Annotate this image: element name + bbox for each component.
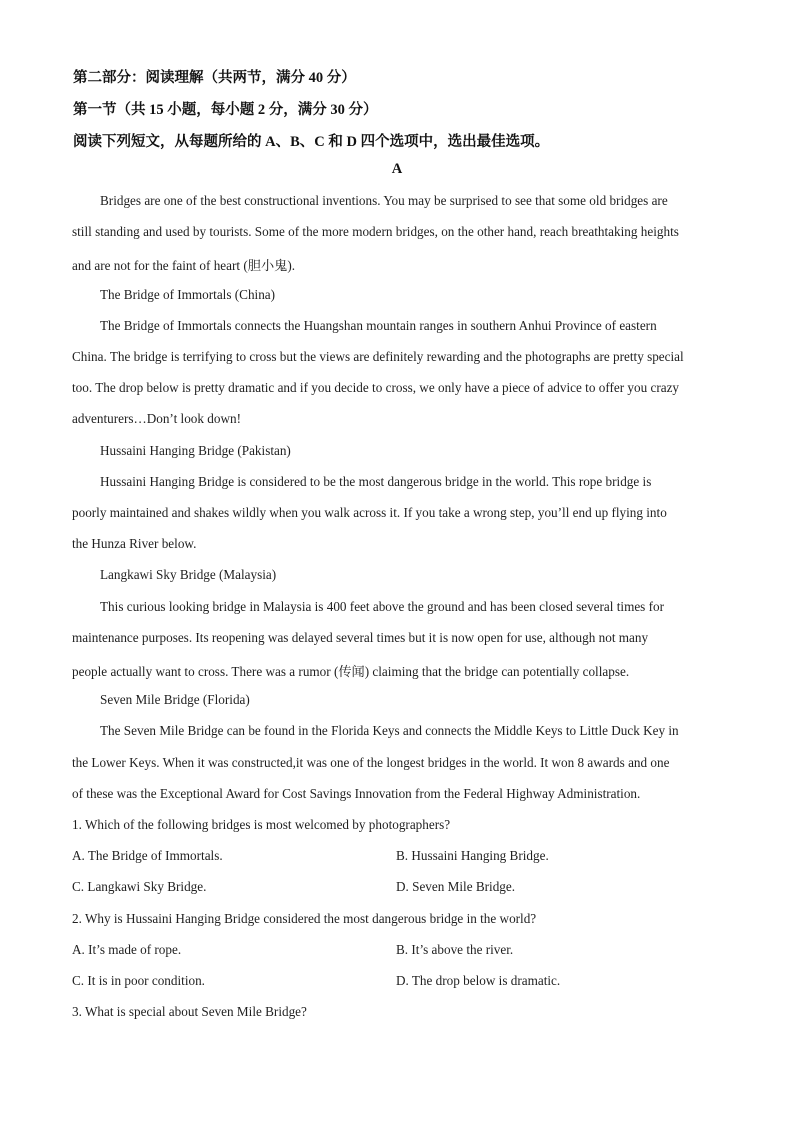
paragraph-line: maintenance purposes. Its reopening was delayed several times but it is now open for use, although not many — [72, 630, 649, 645]
option-c: C. Langkawi Sky Bridge. — [72, 879, 207, 894]
passage-label: A — [391, 161, 403, 177]
paragraph-line: still standing and used by tourists. Some of the more modern bridges, on the other hand, reach breathtaking heights — [72, 224, 679, 239]
option-b: B. It’s above the river. — [396, 942, 514, 957]
paragraph-line: people actually want to cross. There was a rumor (传闻) claiming that the bridge can potentially collapse. — [72, 664, 630, 679]
option-d: D. The drop below is dramatic. — [396, 973, 561, 988]
option-a: A. The Bridge of Immortals. — [72, 848, 223, 863]
paragraph-line: and are not for the faint of heart (胆小鬼). — [72, 258, 296, 273]
option-c: C. It is in poor condition. — [72, 973, 205, 988]
option-b: B. Hussaini Hanging Bridge. — [396, 848, 549, 863]
section-title: 第一节（共 15 小题，每小题 2 分，满分 30 分） — [73, 102, 378, 118]
part-title: 第二部分：阅读理解（共两节，满分 40 分） — [73, 70, 356, 86]
paragraph-line: adventurers…Don’t look down! — [72, 411, 241, 426]
paragraph-line: too. The drop below is pretty dramatic and if you decide to cross, we only have a piece of advice to offer you crazy — [72, 380, 680, 395]
paragraph-line: Bridges are one of the best constructional inventions. You may be surprised to see that some old bridges are — [100, 193, 668, 208]
paragraph-line: China. The bridge is terrifying to cross but the views are definitely rewarding and the photographs are pretty special — [72, 349, 684, 364]
question-stem: 2. Why is Hussaini Hanging Bridge considered the most dangerous bridge in the world? — [72, 911, 537, 926]
paragraph-line: This curious looking bridge in Malaysia is 400 feet above the ground and has been closed several times for — [100, 599, 664, 614]
option-a: A. It’s made of rope. — [72, 942, 182, 957]
paragraph-line: poorly maintained and shakes wildly when you walk across it. If you take a wrong step, you’ll end up flying into — [72, 505, 667, 520]
bridge-heading: Langkawi Sky Bridge (Malaysia) — [100, 567, 277, 582]
paragraph-line: the Lower Keys. When it was constructed,it was one of the longest bridges in the world. It won 8 awards and one — [72, 755, 670, 770]
paragraph-line: the Hunza River below. — [72, 536, 197, 551]
bridge-heading: The Bridge of Immortals (China) — [100, 287, 276, 302]
paragraph-line: The Bridge of Immortals connects the Huangshan mountain ranges in southern Anhui Province of eastern — [100, 318, 657, 333]
paragraph-line: Hussaini Hanging Bridge is considered to be the most dangerous bridge in the world. This rope bridge is — [100, 474, 652, 489]
paragraph-line: The Seven Mile Bridge can be found in the Florida Keys and connects the Middle Keys to Little Duck Key in — [100, 723, 679, 738]
option-d: D. Seven Mile Bridge. — [396, 879, 516, 894]
question-stem: 3. What is special about Seven Mile Bridge? — [72, 1004, 307, 1019]
bridge-heading: Hussaini Hanging Bridge (Pakistan) — [100, 443, 291, 458]
paragraph-line: of these was the Exceptional Award for Cost Savings Innovation from the Federal Highway Administration. — [72, 786, 641, 801]
instructions: 阅读下列短文，从每题所给的 A、B、C 和 D 四个选项中，选出最佳选项。 — [73, 134, 550, 150]
bridge-heading: Seven Mile Bridge (Florida) — [100, 692, 250, 707]
question-stem: 1. Which of the following bridges is most welcomed by photographers? — [72, 817, 451, 832]
